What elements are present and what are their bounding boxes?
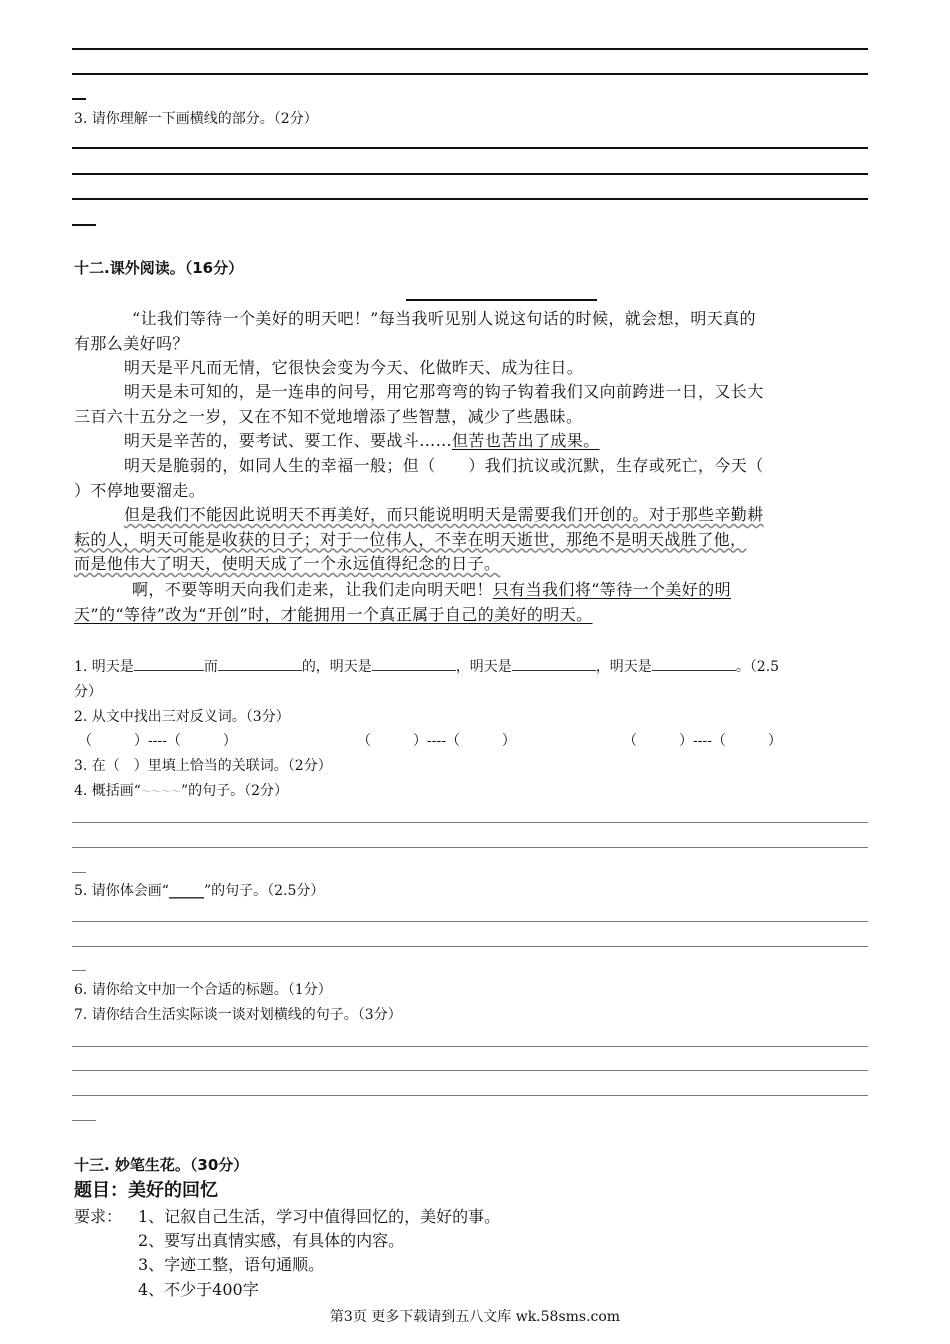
q1-text: 的，明天是 xyxy=(301,659,372,675)
question-3: 3. 在（ ）里填上恰当的关联词。（2分） xyxy=(74,758,332,774)
requirement-4: 4、不少于400字 xyxy=(138,1280,259,1299)
antonym-pair-2[interactable]: （ ）----（ ） xyxy=(357,733,516,749)
title-blank-line xyxy=(406,299,597,301)
q4-text: 4. 概括画“ xyxy=(74,783,141,799)
passage-paragraph-2 xyxy=(74,356,880,381)
q1-blank[interactable] xyxy=(652,656,736,671)
p6-line-c: 而是他伟大了明天，使明天成了一个永远值得纪念的日子。 xyxy=(74,554,501,573)
answer-line[interactable] xyxy=(72,822,868,823)
answer-line-stub xyxy=(72,98,86,100)
requirements-label: 要求： xyxy=(74,1207,123,1226)
p2-line: 明天是平凡而无情，它很快会变为今天、化做昨天、成为往日。 xyxy=(124,358,584,377)
antonym-pair-1[interactable]: （ ）----（ ） xyxy=(78,733,237,749)
question-2: 2. 从文中找出三对反义词。（3分） xyxy=(74,709,290,725)
p3-line-b: 三百六十五分之一岁，又在不知不觉地增添了些智慧，减少了些愚昧。 xyxy=(74,406,583,426)
question-1 xyxy=(74,656,779,676)
section-13-title: 十三. 妙笔生花。（30分） xyxy=(74,1156,249,1174)
p4-plain: 明天是辛苦的，要考试、要工作、要战斗…… xyxy=(124,431,453,450)
answer-line-stub xyxy=(72,970,86,971)
q1-blank[interactable] xyxy=(218,656,302,671)
underline-mark: _____ xyxy=(168,883,204,899)
q5-text: 5. 请你体会画“ xyxy=(74,883,169,899)
p6-line-a: 但是我们不能因此说明天不再美好，而只能说明明天是需要我们开创的。对于那些辛勤耕 xyxy=(124,505,764,524)
essay-topic: 题目：美好的回忆 xyxy=(74,1180,218,1201)
q1-text: ，明天是 xyxy=(455,659,512,675)
page-footer: 第3页 更多下载请到五八文库 wk.58sms.com xyxy=(329,1309,621,1325)
answer-line[interactable] xyxy=(72,1095,868,1096)
q4-text: ”的句子。（2分） xyxy=(180,783,289,799)
q1-text: 1. 明天是 xyxy=(74,659,134,675)
antonym-pair-3[interactable]: （ ）----（ ） xyxy=(623,733,782,749)
passage-paragraph-7 xyxy=(74,578,880,627)
question-7: 7. 请你结合生活实际谈一谈对划横线的句子。（3分） xyxy=(74,1007,402,1023)
answer-line xyxy=(72,198,868,200)
section-12-title: 十二.课外阅读。（16分） xyxy=(74,259,244,277)
p7-underlined-b: 天”的“等待”改为“开创”时，才能拥用一个真正属于自己的美好的明天。 xyxy=(74,604,593,624)
requirement-3: 3、字迹工整，语句通顺。 xyxy=(138,1255,325,1274)
requirement-1: 1、记叙自己生活，学习中值得回忆的，美好的事。 xyxy=(138,1207,501,1226)
answer-line[interactable] xyxy=(72,1070,868,1071)
passage-paragraph-1 xyxy=(74,307,880,356)
p5-line-b: ）不停地要溜走。 xyxy=(74,480,206,500)
answer-line[interactable] xyxy=(72,946,868,947)
q1-text: 而 xyxy=(203,659,218,675)
answer-line-stub xyxy=(72,872,86,873)
p3-line-a: 明天是未可知的，是一连串的问号，用它那弯弯的钩子钩着我们又向前跨进一日，又长大 xyxy=(124,382,764,401)
p7-plain: 啊，不要等明天向我们走来，让我们走向明天吧！ xyxy=(132,580,493,599)
question-5 xyxy=(74,880,324,900)
answer-line xyxy=(72,48,868,50)
answer-line-stub xyxy=(72,1120,96,1121)
passage-paragraph-5 xyxy=(74,454,880,503)
wavy-mark: ～～～～ xyxy=(140,787,181,798)
passage-paragraph-6 xyxy=(74,503,880,577)
p7-underlined-a: 只有当我们将“等待一个美好的明 xyxy=(492,580,731,599)
q1-blank[interactable] xyxy=(372,656,456,671)
passage-paragraph-4 xyxy=(74,429,880,454)
p4-underlined: 但苦也苦出了成果。 xyxy=(452,431,600,450)
q1-blank[interactable] xyxy=(134,656,204,671)
answer-line-stub xyxy=(72,224,96,226)
answer-line[interactable] xyxy=(72,1046,868,1047)
p5-line-a: 明天是脆弱的，如同人生的幸福一般；但（ ）我们抗议或沉默，生存或死亡，今天（ xyxy=(124,456,764,475)
question-6: 6. 请你给文中加一个合适的标题。（1分） xyxy=(74,982,332,998)
q1-text: 。（2.5 xyxy=(735,659,780,675)
answer-line xyxy=(72,73,868,75)
answer-line[interactable] xyxy=(72,847,868,848)
answer-line xyxy=(72,147,868,149)
q1-blank[interactable] xyxy=(512,656,596,671)
q5-text: ”的句子。（2.5分） xyxy=(203,883,325,899)
requirement-2: 2、要写出真情实感，有具体的内容。 xyxy=(138,1231,405,1250)
p1-line-b: 有那么美好吗？ xyxy=(74,333,189,353)
answer-line xyxy=(72,173,868,175)
passage-paragraph-3 xyxy=(74,380,880,429)
answer-line[interactable] xyxy=(72,921,868,922)
question-4 xyxy=(74,780,288,800)
q1-text: ，明天是 xyxy=(595,659,652,675)
question-1-cont: 分） xyxy=(74,684,102,700)
p6-line-b: 耘的人，明天可能是收获的日子；对于一位伟人，不幸在明天逝世，那绝不是明天战胜了他， xyxy=(74,529,747,549)
question-3-top: 3. 请你理解一下画横线的部分。（2分） xyxy=(74,111,318,127)
p1-line-a: “让我们等待一个美好的明天吧！”每当我听见别人说这句话的时候，就会想，明天真的 xyxy=(132,309,756,328)
